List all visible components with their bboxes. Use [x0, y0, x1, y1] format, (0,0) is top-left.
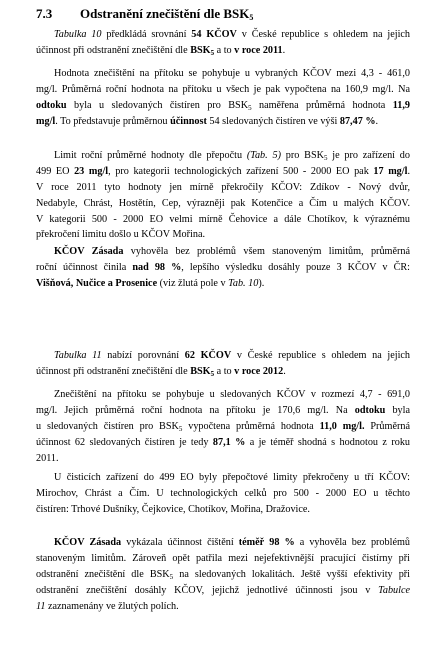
text-line: Višňová, Nučice a Prosenice (viz žlutá pole v Tab. 10).	[36, 277, 265, 289]
text-line: U čisticích zařízení do 499 EO byly přepočtové limity překročeny u tří KČOV:	[54, 472, 410, 483]
paragraph-2011-zasada	[36, 244, 410, 292]
section-number: 7.3	[36, 6, 53, 21]
text-line: Znečištění na přítoku se pohybuje u sledovaných KČOV v rozmezí 4,7 - 691,0	[54, 389, 410, 400]
section-title: Odstranění znečištění dle BSK	[80, 6, 250, 21]
text-line: stanoveným limitům. Zároveň opět patřila mezi nejefektivnější pracující čistírny při	[36, 552, 410, 564]
text-line: účinnost při odstranění znečištění dle $BSK_5$ a to v roce 2011.	[36, 44, 286, 57]
text-line: mg/l. Průměrná roční hodnota na přítoku u všech je pak vypočtena na 160,9 mg/l. Na	[36, 83, 410, 95]
paragraph-2012-zasada	[36, 535, 410, 614]
paragraph-2011-limits	[36, 148, 410, 243]
text-line: u sledovaných čistíren pro $BSK_5$ vypočtena průměrná hodnota 11,0 mg/l. Průměrná	[36, 420, 410, 433]
text-line: 2011.	[36, 452, 59, 464]
text-line: Limit roční průměrné hodnoty dle přepočtu (Tab. 5) pro $BSK_5$ je pro zařízení do	[54, 150, 410, 162]
section-title-subscript: 5	[249, 13, 254, 22]
text-line: mg/l. Jejich průměrná roční hodnota na přítoku je 170,6 mg/l. Na odtoku byla	[36, 404, 410, 416]
text-line: Mirochov, Chrást a Čím. U technologických celků pro 500 - 2000 EO u těchto	[36, 487, 410, 499]
text-line: roční účinnost činila nad 98 %, lepšího výsledku dosáhly pouze 3 KČOV v ČR:	[36, 261, 410, 273]
paragraph-2012-limits	[36, 470, 410, 518]
text-line: V kategorii 500 - 2000 EO velmi mírně Čehovice a dále Chotíkov, k výraznému	[36, 213, 410, 225]
paragraph-2012-inflow	[36, 387, 410, 466]
text-line: překročení limitu došlo u KČOV Mořina.	[36, 229, 206, 241]
paragraph-table10-intro	[36, 27, 410, 59]
section-heading	[36, 6, 253, 22]
text-line: odstranění znečištění dosáhly KČOV, jejichž jednotlivé účinnosti jsou v Tabulce	[36, 584, 411, 596]
text-line: Hodnota znečištění na přítoku se pohybuje u vybraných KČOV mezi 4,3 - 461,0	[54, 68, 410, 79]
text-line: odstranění znečištění dle $BSK_5$ na sledovaných lokalitách. Ještě vyšší efektivity při	[36, 568, 411, 581]
text-line: KČOV Zásada vyhověla bez problémů všem stanoveným limitům, průměrná	[54, 246, 410, 257]
text-line: Tabulka 11 nabízí porovnání 62 KČOV v České republice s ohledem na jejich	[54, 350, 411, 361]
text-line: účinnost 62 sledovaných čistíren je tedy 87,1 % a je téměř shodná s hodnotou z roku	[36, 436, 411, 448]
text-line: Tabulka 10 předkládá srovnání 54 KČOV v České republice s ohledem na jejich	[54, 29, 411, 40]
text-line: KČOV Zásada vykázala účinnost čištění téměř 98 % a vyhověla bez problémů	[54, 537, 410, 548]
text-line: Nedabyle, Chrást, Hostětín, Cep, výrazněji pak Kotenčice a Čím u malých KČOV.	[36, 197, 410, 209]
text-line: účinnost při odstranění znečištění dle $BSK_5$ a to v roce 2012.	[36, 365, 286, 378]
text-line: 499 EO 23 mg/l, pro kategorii technologických zařízení 500 - 2000 EO pak 17 mg/l.	[36, 165, 410, 177]
paragraph-table11-intro	[36, 348, 410, 380]
paragraph-2011-inflow	[36, 66, 410, 130]
text-line: čistíren: Trhové Dušníky, Čejkovice, Chotíkov, Mořina, Dražovice.	[36, 503, 310, 515]
text-line: 11 zaznamenány ve žlutých polích.	[36, 600, 179, 612]
text-line: mg/l. To představuje průměrnou účinnost 54 sledovaných čistíren ve výši 87,47 %.	[36, 115, 379, 127]
text-line: odtoku byla u sledovaných čistíren pro $BSK_5$ naměřena průměrná hodnota 11,9	[36, 99, 410, 112]
text-line: V roce 2011 tyto hodnoty jen mírně překročily KČOV: Zdíkov - Nový dvůr,	[36, 181, 410, 193]
